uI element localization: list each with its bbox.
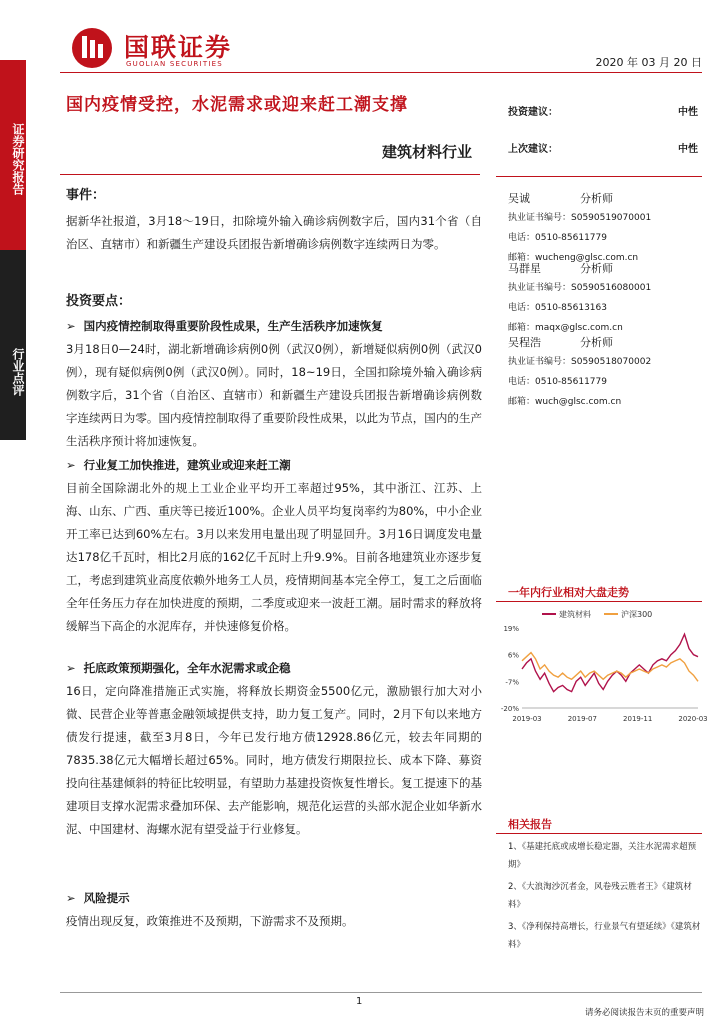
- analyst-1-cert: S0590519070001: [571, 213, 652, 223]
- y-tick-label: -7%: [505, 678, 519, 687]
- analyst-2-name: 马群星: [508, 262, 541, 275]
- analyst-2-cert-label: 执业证书编号：: [508, 283, 572, 293]
- point-2-text: 目前全国除湖北外的规上工业企业平均开工率超过95%，其中浙江、江苏、上海、山东、广西、重庆等已接近100%。企业人员平均复岗率约为80%，中小企业开工率已达到60%左右。3月以来发用电量出现了明显回升。3月16日调度发电量达178亿千瓦时，相比2月底的162亿千瓦时上升9.9%。目前各地建筑业亦逐步复工，考虑到建筑业高度依赖外地务工人员，疫情期间基本完全停工，复工之后面临全年任务压力存在加快进度的预期，二季度或迎来一波赶工潮。届时需求的释放将缓解当下高企的水泥库存，并快速修复价格。: [66, 481, 482, 633]
- chart-title: 一年内行业相对大盘走势: [508, 586, 629, 599]
- point-1-title-row: [66, 318, 482, 334]
- point-2: [66, 457, 482, 638]
- point-2-title-row: [66, 457, 482, 473]
- event-text: 据新华社报道，3月18～19日，扣除境外输入确诊病例数字后，国内31个省（自治区、直辖市）和新疆生产建设兵团报告新增确诊病例数字连续两日为零。: [66, 214, 482, 251]
- arrow-bullet-icon: ➢: [66, 891, 84, 905]
- x-tick-label: 2020-03: [678, 715, 708, 723]
- y-tick-label: 19%: [503, 625, 519, 633]
- logo: [70, 24, 270, 74]
- analyst-3: [508, 334, 708, 412]
- rating-prev-label: 上次建议：: [508, 144, 558, 155]
- analyst-2-phone-label: 电话：: [508, 303, 536, 313]
- sidebar-report-type: [0, 60, 26, 250]
- report-title: 国内疫情受控，水泥需求或迎来赶工潮支撑: [66, 95, 408, 115]
- point-3-title: 托底政策预期强化，全年水泥需求或企稳: [83, 661, 291, 675]
- analyst-2-email-label: 邮箱：: [508, 323, 536, 333]
- analyst-1-email[interactable]: wucheng@glsc.com.cn: [535, 253, 639, 263]
- arrow-bullet-icon: ➢: [66, 661, 84, 675]
- legend-label-hs300: 沪深300: [621, 610, 653, 619]
- analyst-3-email[interactable]: wuch@glsc.com.cn: [535, 397, 622, 407]
- analyst-3-cert-label: 执业证书编号：: [508, 357, 572, 367]
- invest-heading: 投资要点：: [66, 294, 132, 309]
- chart-title-divider: [496, 601, 702, 602]
- related-item[interactable]: 3、《净利保持高增长，行业景气有望延续》《建筑材料》: [508, 922, 701, 950]
- title-divider: [60, 174, 480, 175]
- arrow-bullet-icon: ➢: [66, 319, 84, 333]
- analyst-1-name: 吴诚: [508, 192, 530, 205]
- header-divider: [60, 72, 702, 73]
- footer-divider: [60, 992, 702, 993]
- point-3-title-row: [66, 660, 482, 676]
- analyst-3-cert: S0590518070002: [571, 357, 652, 367]
- analyst-1-role: 分析师: [580, 192, 613, 205]
- point-1-text: 3月18日0—24时，湖北新增确诊病例0例（武汉0例），新增疑似病例0例（武汉0例），现有疑似病例0例（武汉0例）。同时，18~19日，全国扣除境外输入确诊病例数字后，31个省（自治区、直辖市）和新疆生产建设兵团报告新增确诊病例数字连续两日为零。国内疫情控制取得了重要阶段性成果，以此为节点，国内的生产生活秩序预计将加速恢复。: [66, 342, 482, 448]
- analyst-3-email-label: 邮箱：: [508, 397, 536, 407]
- analyst-3-phone-label: 电话：: [508, 377, 536, 387]
- risk-text: 疫情出现反复，政策推进不及预期，下游需求不及预期。: [66, 914, 354, 928]
- risk-section: [66, 890, 482, 933]
- logo-mark-icon: [70, 26, 114, 70]
- related-heading: 相关报告: [508, 818, 552, 831]
- series-line-hs300: [522, 653, 698, 682]
- analyst-3-name: 吴程浩: [508, 336, 541, 349]
- point-2-title: 行业复工加快推进，建筑业或迎来赶工潮: [83, 458, 291, 472]
- analyst-1-email-label: 邮箱：: [508, 253, 536, 263]
- analyst-2: [508, 260, 708, 338]
- page-number: 1: [356, 996, 363, 1007]
- analyst-1-cert-label: 执业证书编号：: [508, 213, 572, 223]
- x-tick-label: 2019-03: [512, 715, 542, 723]
- arrow-bullet-icon: ➢: [66, 458, 84, 472]
- chart-legend: [542, 609, 652, 619]
- analyst-2-cert: S0590516080001: [571, 283, 652, 293]
- footer-disclaimer: 请务必阅读报告末页的重要声明: [584, 1008, 704, 1018]
- sidebar-report-category: [0, 250, 26, 440]
- analyst-2-email[interactable]: maqx@glsc.com.cn: [535, 323, 623, 333]
- analyst-3-phone: 0510-85611779: [535, 377, 607, 387]
- logo-text-cn: 国联证券: [124, 33, 233, 62]
- x-tick-label: 2019-11: [623, 715, 653, 723]
- analyst-1: [508, 190, 708, 268]
- industry-name: 建筑材料行业: [381, 143, 472, 161]
- analyst-3-role: 分析师: [580, 336, 613, 349]
- x-tick-label: 2019-07: [567, 715, 597, 723]
- sidebar-report-type-label: 证券研究报告: [11, 123, 25, 195]
- y-tick-label: -20%: [500, 705, 519, 713]
- event-heading: 事件：: [66, 188, 106, 203]
- relative-performance-chart: [498, 604, 708, 726]
- related-item[interactable]: 2、《大浪淘沙沉者金，风卷残云胜者王》《建筑材料》: [508, 882, 692, 910]
- risk-title-row: [66, 890, 482, 906]
- sidebar-report-category-label: 行业点评: [11, 348, 25, 396]
- analyst-1-phone-label: 电话：: [508, 233, 536, 243]
- analyst-2-phone: 0510-85613163: [535, 303, 607, 313]
- risk-title: 风险提示: [83, 891, 130, 905]
- rating-prev-value: 中性: [678, 144, 698, 155]
- point-3: [66, 660, 482, 841]
- y-tick-label: 6%: [507, 651, 519, 660]
- related-list: [508, 838, 704, 954]
- related-divider: [496, 833, 702, 834]
- logo-text-en: GUOLIAN SECURITIES: [126, 60, 223, 68]
- rating-divider: [496, 176, 702, 177]
- rating-current-value: 中性: [678, 107, 698, 118]
- analyst-2-role: 分析师: [580, 262, 613, 275]
- rating-current-label: 投资建议：: [508, 107, 558, 118]
- point-3-text: 16日，定向降准措施正式实施，将释放长期资金5500亿元，激励银行加大对小微、民营企业等普惠金融领域提供支持，助力复工复产。同时，2月下旬以来地方债发行提速，截至3月8日，今年已发行地方债12928.86亿元，较去年同期的7835.38亿元大幅增长超过65%。同时，地方债发行期限拉长、成本下降、募资投向往基建倾斜的特征比较明显，有望助力基建投资恢复性增长。复工提速下的基建项目支撑水泥需求叠加环保、去产能影响，规范化运营的头部水泥企业如华新水泥、中国建材、海螺水泥有望受益于行业修复。: [66, 684, 482, 836]
- legend-label-building: 建筑材料: [559, 610, 591, 619]
- point-1: [66, 318, 482, 453]
- report-date: 2020 年 03 月 20 日: [595, 56, 702, 69]
- point-1-title: 国内疫情控制取得重要阶段性成果，生产生活秩序加速恢复: [83, 319, 383, 333]
- related-item[interactable]: 1、《基建托底或成增长稳定器，关注水泥需求超预期》: [508, 842, 697, 870]
- analyst-1-phone: 0510-85611779: [535, 233, 607, 243]
